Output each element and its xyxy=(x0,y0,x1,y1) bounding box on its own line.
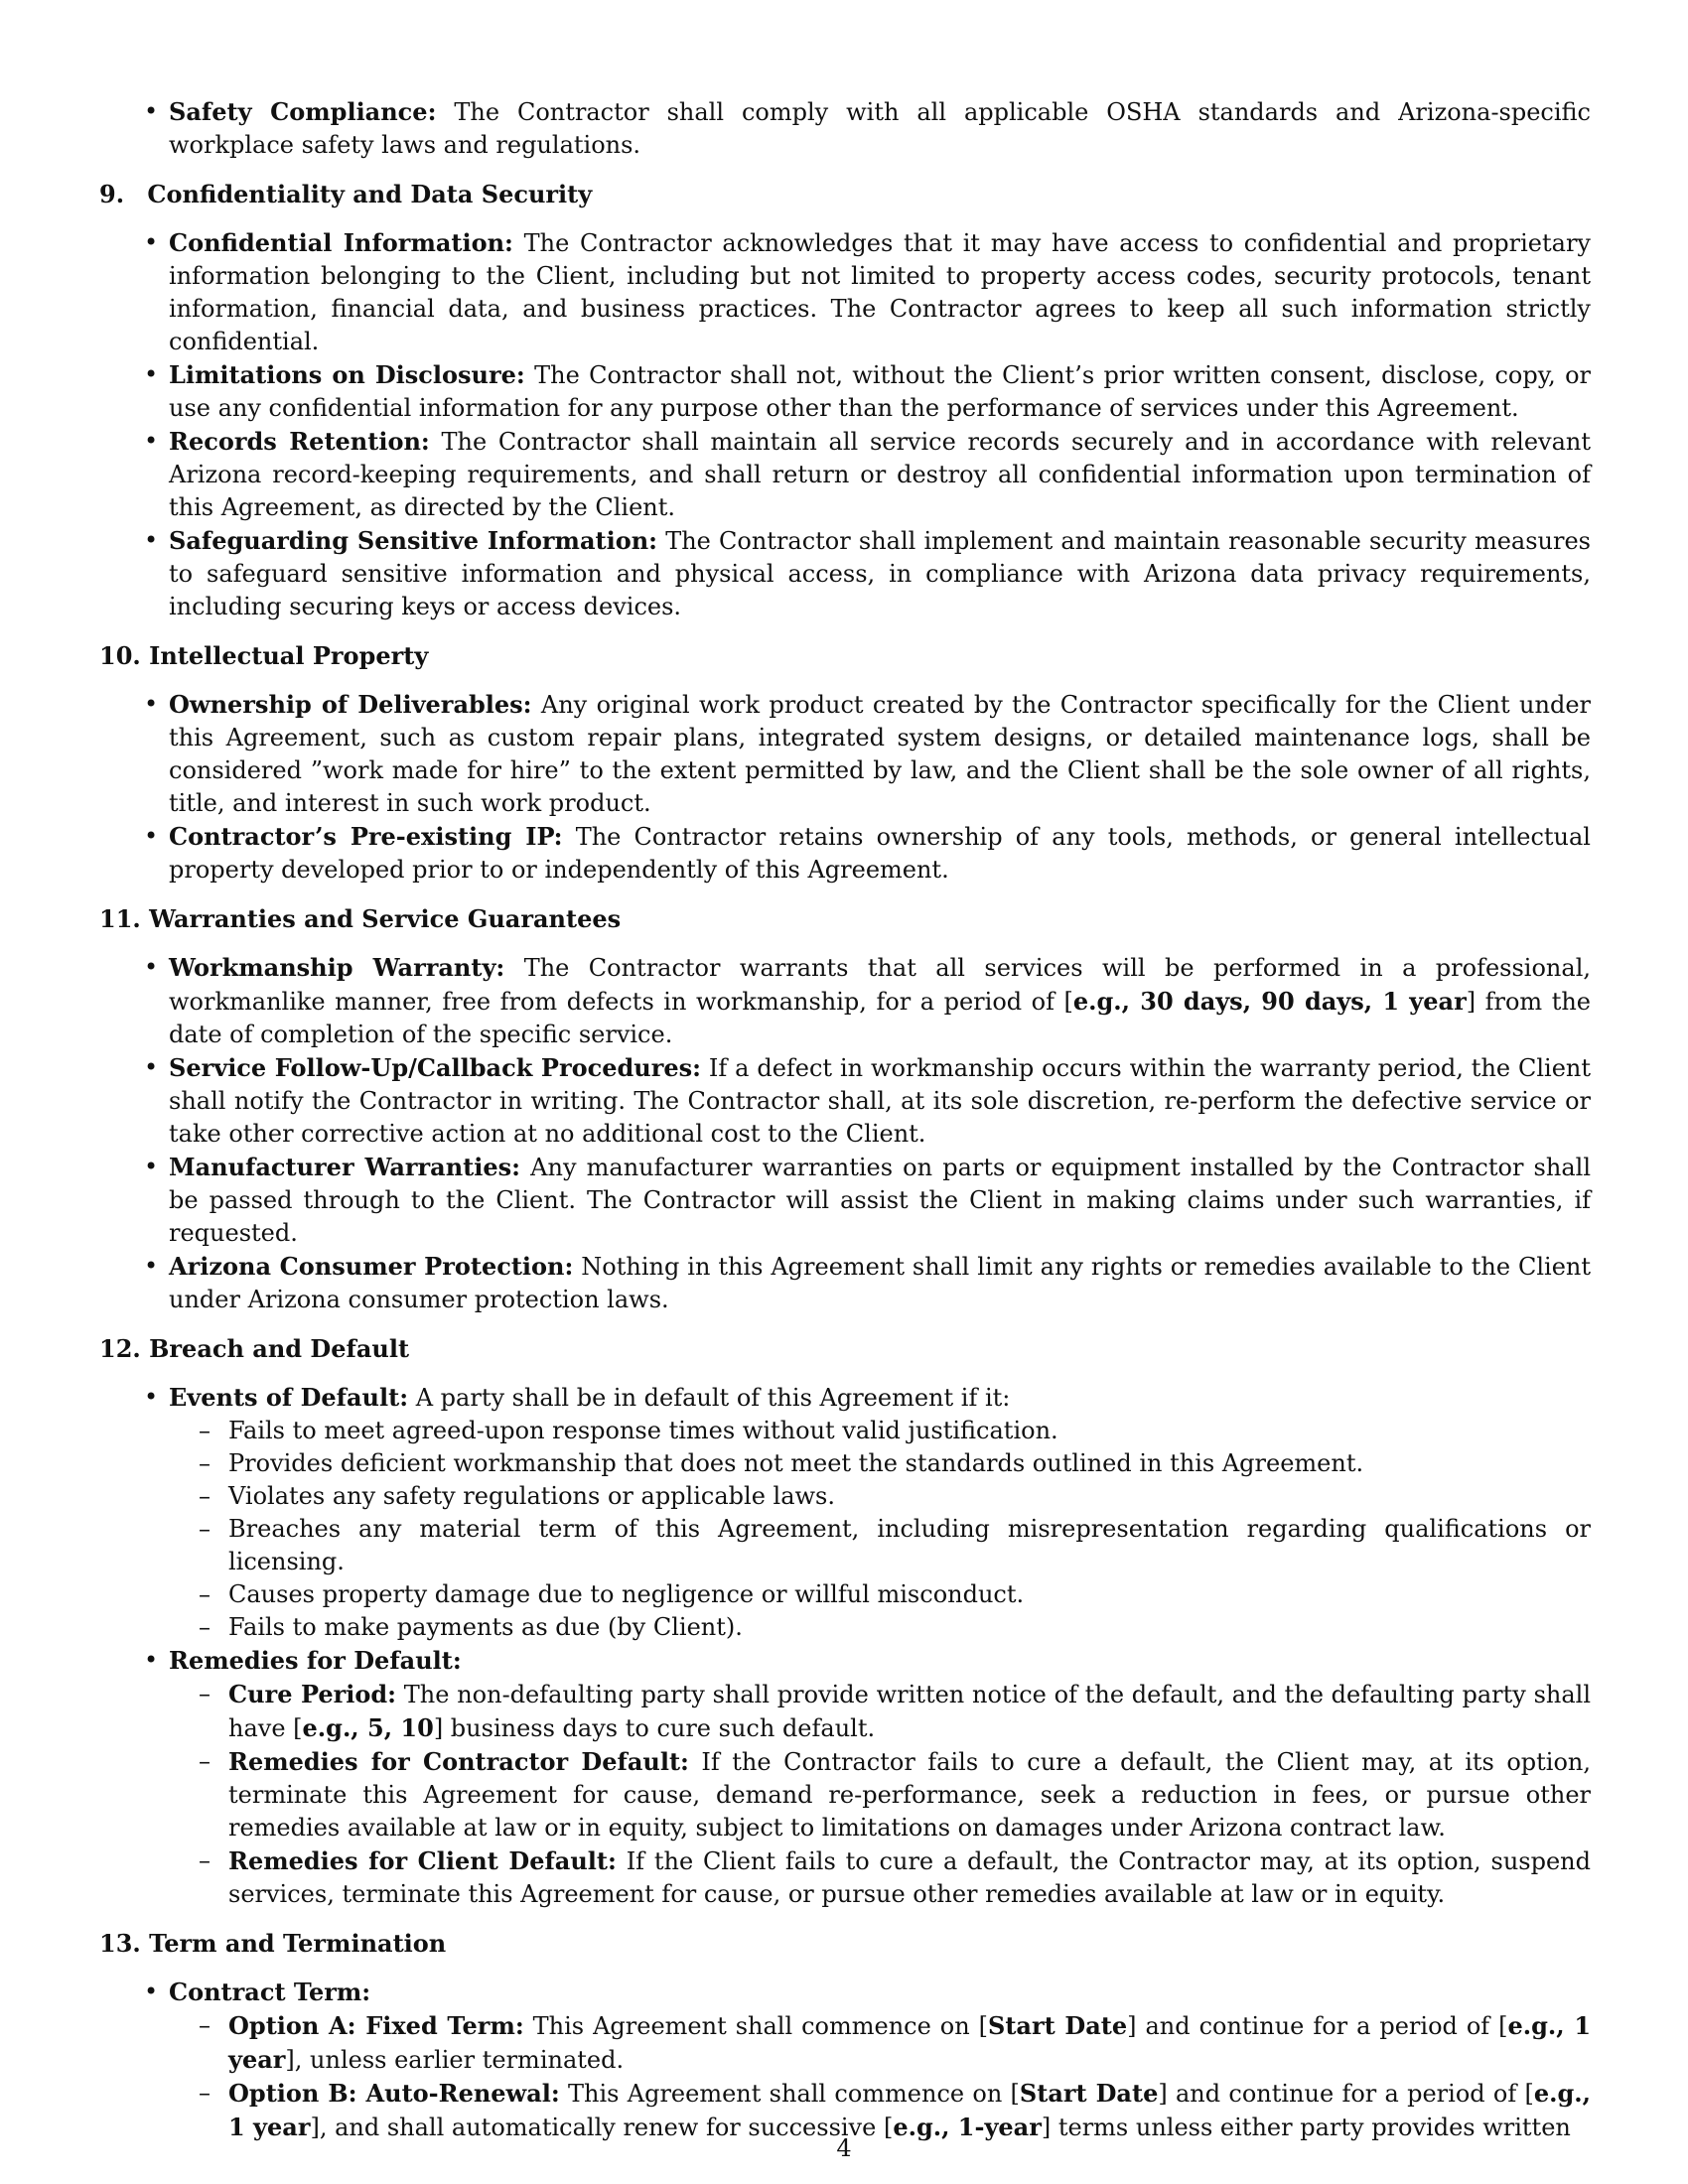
list-item: • Contractor’s Pre-existing IP: The Contractor retains ownership of any tools, methods, or general intellectual property developed prior to or independently of this Agreement. xyxy=(169,820,1591,887)
list-item: • Events of Default: A party shall be in default of this Agreement if it: – Fails to meet agreed-upon response times without valid justification. – Provides deficient workmanship that does not meet the standards outlined in this Agreement. – Violates any safety regulations or applicable laws. – Breaches any material term of this Agreement, including misrepresentation regarding qualifications or licensing. – Causes property damage due to negligence or willful misconduct. – Fails to make payments as due (by Client). xyxy=(169,1381,1591,1644)
section-heading-breach: 12. Breach and Default xyxy=(99,1334,410,1363)
contract-term-options xyxy=(169,2009,1591,2144)
sub-list-item: – Option B: Auto-Renewal: This Agreement shall commence on [Start Date] and continue for a period of [e.g., 1 year], and shall automatically renew for successive [e.g., 1-year] terms unless either party provides written xyxy=(228,2077,1591,2144)
sub-list-item: – Cure Period: The non-defaulting party shall provide written notice of the default, and the defaulting party shall have [e.g., 5, 10] business days to cure such default. xyxy=(228,1678,1591,1745)
sub-list-item: – Remedies for Contractor Default: If the Contractor fails to cure a default, the Client may, at its option, terminate this Agreement for cause, demand re-performance, seek a reduction in fees, or pursue other remedies available at law or in equity, subject to limitations on damages under Arizona contract law. xyxy=(228,1745,1591,1844)
list-item: • Limitations on Disclosure: The Contractor shall not, without the Client’s prior written consent, disclose, copy, or use any confidential information for any purpose other than the performance of services under this Agreement. xyxy=(169,358,1591,425)
section-heading-warranties: 11. Warranties and Service Guarantees xyxy=(99,904,622,933)
section-13-list xyxy=(99,1976,1591,2144)
list-item: • Service Follow-Up/Callback Procedures: If a defect in workmanship occurs within the warranty period, the Client shall notify the Contractor in writing. The Contractor shall, at its sole discretion, re-perform the defective service or take other corrective action at no additional cost to the Client. xyxy=(169,1051,1591,1151)
list-item: • Safeguarding Sensitive Information: The Contractor shall implement and maintain reasonable security measures to safeguard sensitive information and physical access, in compliance with Arizona data privacy requirements, including securing keys or access devices. xyxy=(169,524,1591,623)
section-11-list xyxy=(99,951,1591,1316)
sub-list-item: – Fails to make payments as due (by Client). xyxy=(228,1611,1591,1644)
sub-list-item: – Violates any safety regulations or applicable laws. xyxy=(228,1480,1591,1513)
document-page xyxy=(99,95,1591,2160)
list-item: • Remedies for Default: – Cure Period: The non-defaulting party shall provide written notice of the default, and the defaulting party shall have [e.g., 5, 10] business days to cure such default. – Remedies for Contractor Default: If the Contractor fails to cure a default, the Client may, at its option, terminate this Agreement for cause, demand re-performance, seek a reduction in fees, or pursue other remedies available at law or in equity, subject to limitations on damages under Arizona contract law. – Remedies for Client Default: If the Client fails to cure a default, the Contractor may, at its option, suspend services, terminate this Agreement for cause, or pursue other remedies available at law or in equity. xyxy=(169,1644,1591,1911)
sub-list-item: – Provides deficient workmanship that does not meet the standards outlined in this Agreement. xyxy=(228,1447,1591,1480)
sub-list-item: – Causes property damage due to negligence or willful misconduct. xyxy=(228,1578,1591,1611)
section-8-list xyxy=(99,95,1591,162)
list-item: • Ownership of Deliverables: Any original work product created by the Contractor specifically for the Client under this Agreement, such as custom repair plans, integrated system designs, or detailed maintenance logs, shall be considered ”work made for hire” to the extent permitted by law, and the Client shall be the sole owner of all rights, title, and interest in such work product. xyxy=(169,688,1591,820)
list-item: • Records Retention: The Contractor shall maintain all service records securely and in accordance with relevant Arizona record-keeping requirements, and shall return or destroy all confidential information upon termination of this Agreement, as directed by the Client. xyxy=(169,425,1591,524)
section-12-list xyxy=(99,1381,1591,1911)
list-item: • Contract Term: – Option A: Fixed Term: This Agreement shall commence on [Start Date] and continue for a period of [e.g., 1 year], unless earlier terminated. – Option B: Auto-Renewal: This Agreement shall commence on [Start Date] and continue for a period of [e.g., 1 year], and shall automatically renew for successive [e.g., 1-year] terms unless either party provides written xyxy=(169,1976,1591,2144)
sub-list-item: – Fails to meet agreed-upon response times without valid justification. xyxy=(228,1415,1591,1447)
list-item: • Arizona Consumer Protection: Nothing in this Agreement shall limit any rights or remedies available to the Client under Arizona consumer protection laws. xyxy=(169,1250,1591,1316)
list-item: • Workmanship Warranty: The Contractor warrants that all services will be performed in a professional, workmanlike manner, free from defects in workmanship, for a period of [e.g., 30 days, 90 days, 1 year] from the date of completion of the specific service. xyxy=(169,951,1591,1051)
list-item: • Confidential Information: The Contractor acknowledges that it may have access to confidential and proprietary information belonging to the Client, including but not limited to property access codes, security protocols, tenant information, financial data, and business practices. The Contractor agrees to keep all such information strictly confidential. xyxy=(169,226,1591,358)
sub-list-item: – Breaches any material term of this Agreement, including misrepresentation regarding qualifications or licensing. xyxy=(228,1513,1591,1578)
list-item: • Safety Compliance: The Contractor shall comply with all applicable OSHA standards and Arizona-specific workplace safety laws and regulations. xyxy=(169,95,1591,162)
sub-list-item: – Option A: Fixed Term: This Agreement shall commence on [Start Date] and continue for a period of [e.g., 1 year], unless earlier terminated. xyxy=(228,2009,1591,2077)
list-item: • Manufacturer Warranties: Any manufacturer warranties on parts or equipment installed by the Contractor shall be passed through to the Client. The Contractor will assist the Client in making claims under such warranties, if requested. xyxy=(169,1151,1591,1250)
section-heading-term: 13. Term and Termination xyxy=(99,1929,447,1958)
page-number: 4 xyxy=(836,2134,852,2162)
sub-list-item: – Remedies for Client Default: If the Client fails to cure a default, the Contractor may, at its option, suspend services, terminate this Agreement for cause, or pursue other remedies available at law or in equity. xyxy=(228,1844,1591,1911)
section-10-list xyxy=(99,688,1591,887)
section-heading-intellectual-property: 10. Intellectual Property xyxy=(99,641,429,670)
remedies-list xyxy=(169,1678,1591,1911)
section-heading-confidentiality: 9. Confidentiality and Data Security xyxy=(99,180,593,208)
events-of-default-list xyxy=(169,1415,1591,1644)
section-9-list xyxy=(99,226,1591,623)
